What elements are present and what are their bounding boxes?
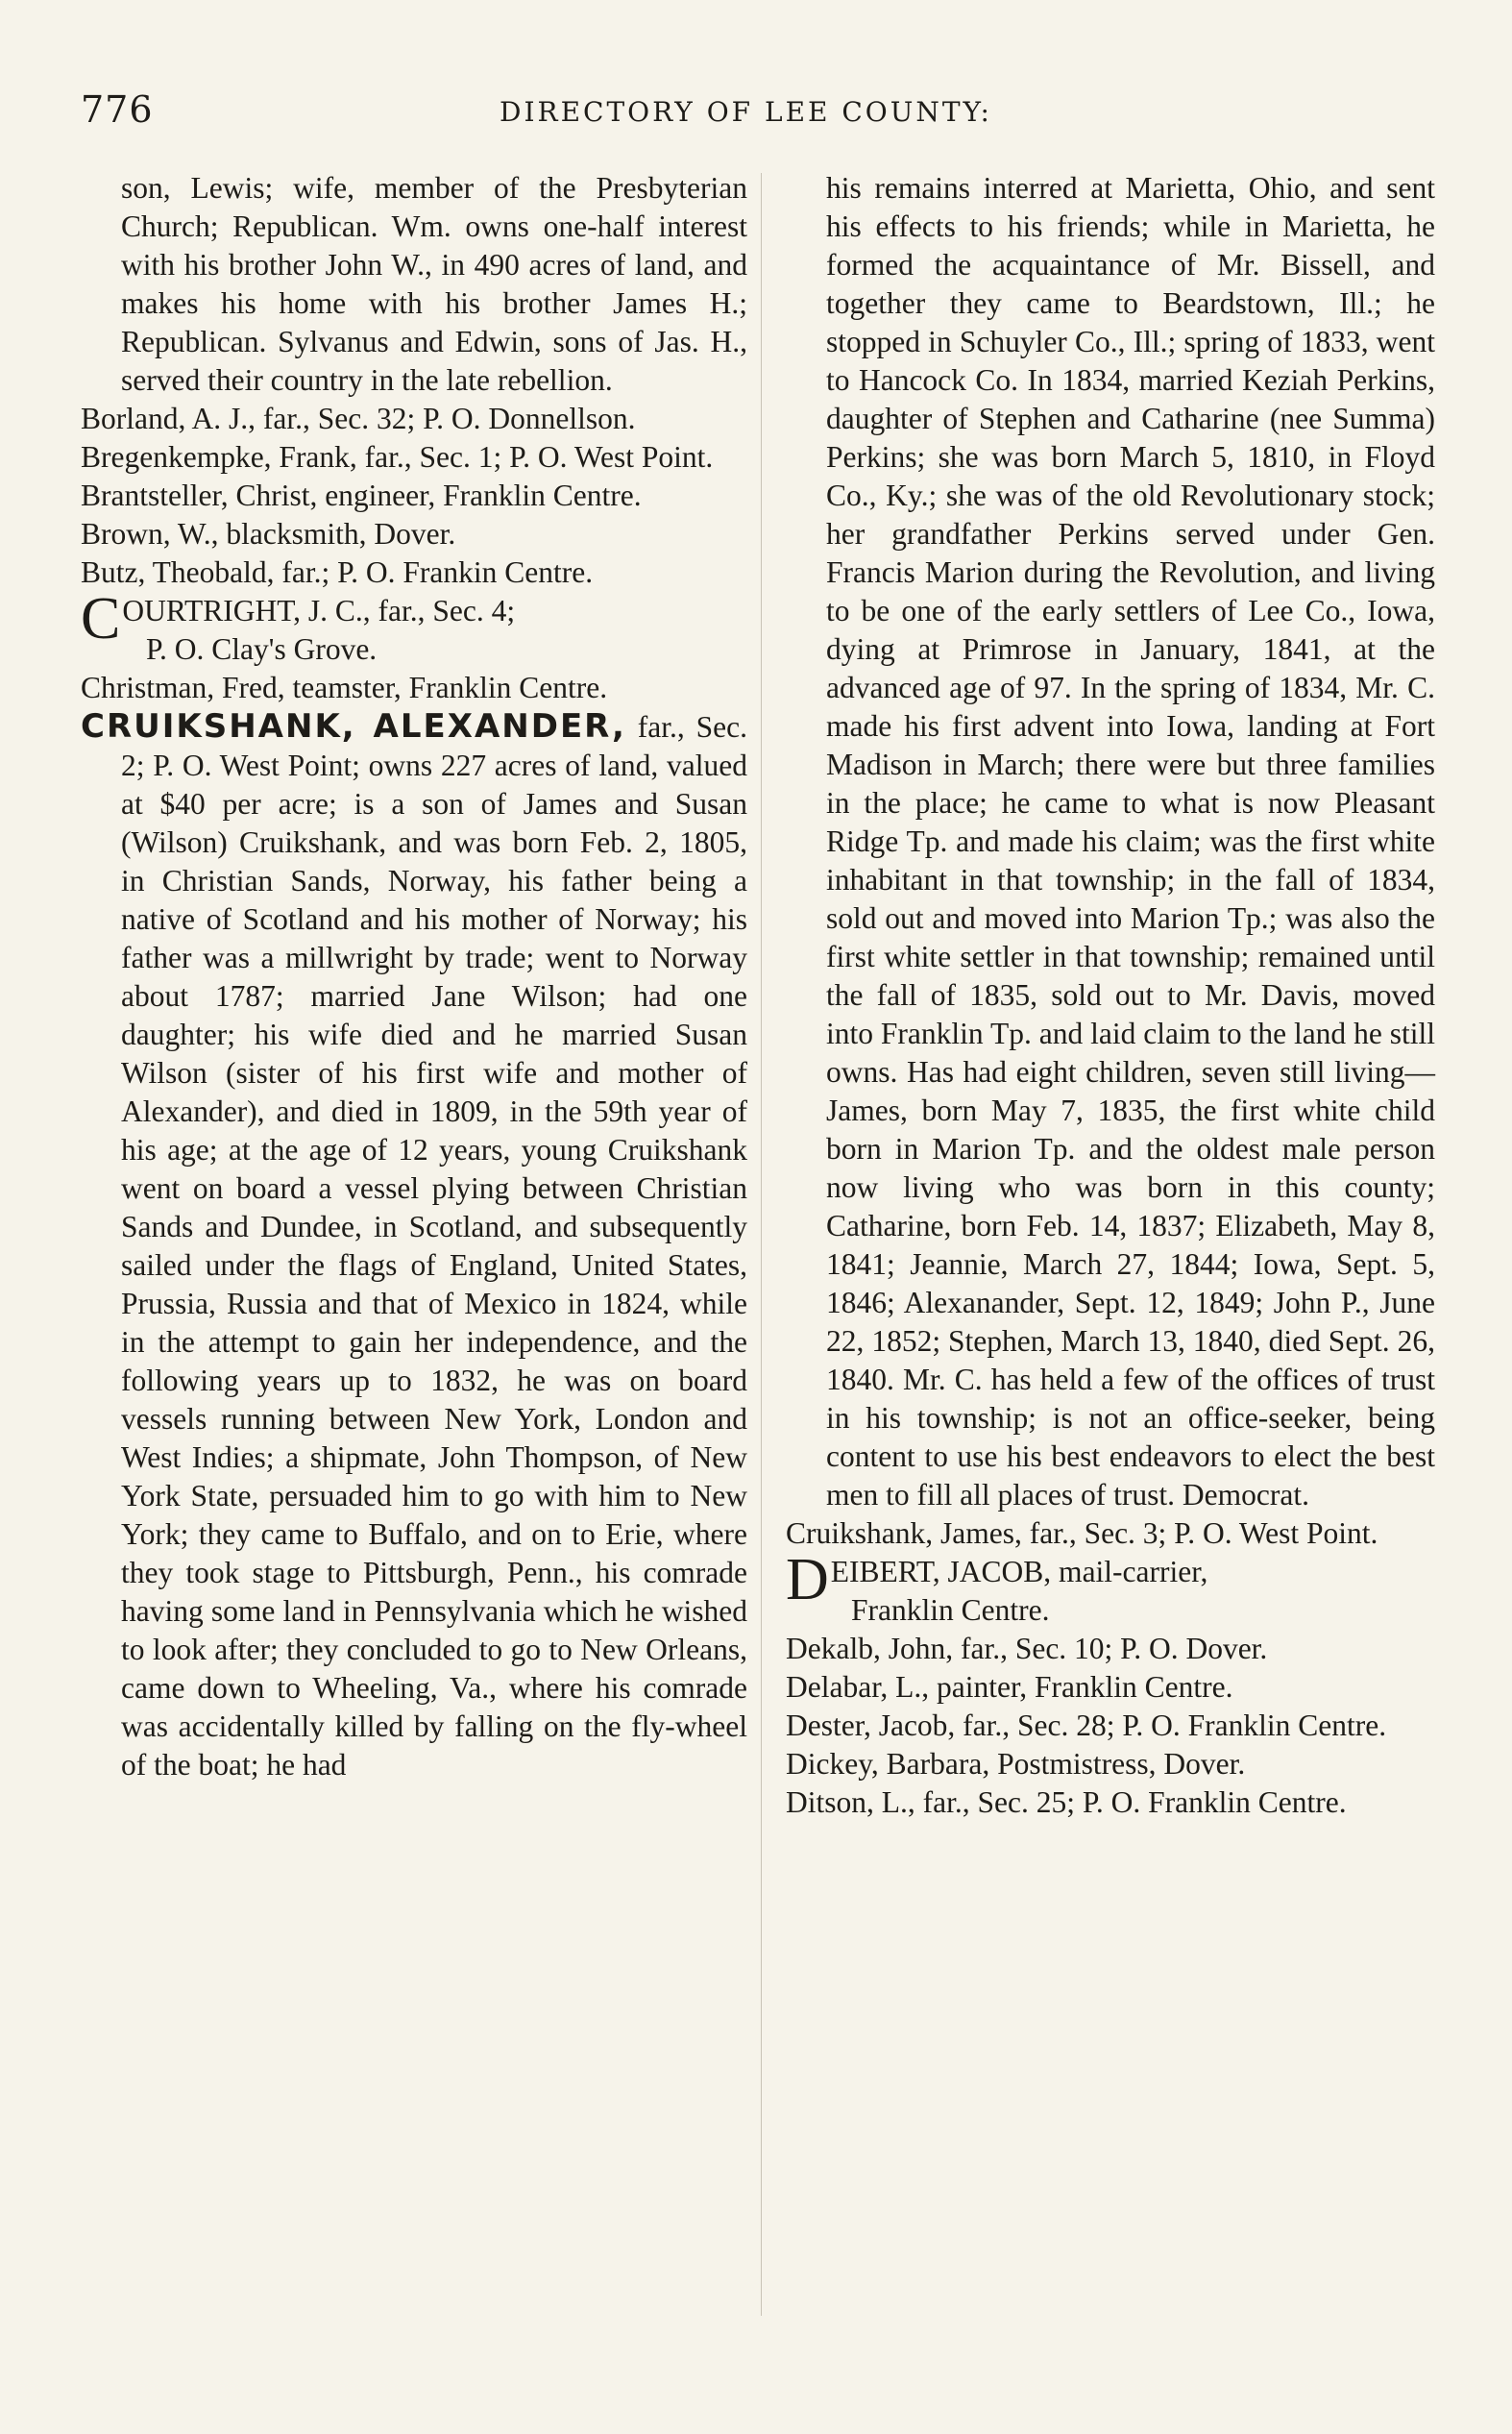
right-column (786, 169, 1435, 1822)
continuation-paragraph: son, Lewis; wife, member of the Presbyterian Church; Republican. Wm. owns one-half interest with his brother John W., in 490 acres of land, and makes his home with his brother James H.; Republican. Sylvanus and Edwin, sons of Jas. H., served their country in the late rebellion. (121, 171, 747, 397)
entry-delabar: Delabar, L., painter, Franklin Centre. (786, 1670, 1233, 1704)
entry-dester: Dester, Jacob, far., Sec. 28; P. O. Franklin Centre. (786, 1709, 1387, 1742)
entry-dekalb: Dekalb, John, far., Sec. 10; P. O. Dover. (786, 1632, 1268, 1665)
entry-brantsteller: Brantsteller, Christ, engineer, Franklin Centre. (81, 479, 642, 512)
deibert-line1: EIBERT, JACOB, mail-carrier, (830, 1555, 1208, 1588)
entry-dickey: Dickey, Barbara, Postmistress, Dover. (786, 1747, 1246, 1781)
entry-bregenkempke: Bregenkempke, Frank, far., Sec. 1; P. O. West Point. (81, 440, 714, 474)
courtright-line2: P. O. Clay's Grove. (146, 632, 378, 666)
running-head: DIRECTORY OF LEE COUNTY: (500, 96, 992, 128)
column-rule (761, 173, 762, 2316)
deibert-line2: Franklin Centre. (851, 1593, 1050, 1627)
page-number: 776 (81, 88, 154, 131)
entry-brown: Brown, W., blacksmith, Dover. (81, 517, 456, 551)
entry-cruikshank-alexander (81, 707, 747, 1784)
cruikshank-name: CRUIKSHANK, ALEXANDER, (81, 707, 626, 746)
entry-borland: Borland, A. J., far., Sec. 32; P. O. Donnellson. (81, 402, 636, 435)
entry-courtright (81, 592, 747, 669)
entry-cruikshank-james: Cruikshank, James, far., Sec. 3; P. O. West Point. (786, 1516, 1378, 1550)
cruikshank-bio-part1: far., Sec. 2; P. O. West Point; owns 227 acres of land, valued at $40 per acre; is a son of James and Susan (Wilson) Cruikshank, and was born Feb. 2, 1805, in Christian Sands, Norway, his father being a native of Scotland and his mother of Norway; his father was a millwright by trade; went to Norway about 1787; married Jane Wilson; had one daughter; his wife died and he married Susan Wilson (sister of his first wife and mother of Alexander), and died in 1809, in the 59th year of his age; at the age of 12 years, young Cruikshank went on board a vessel plying between Christian Sands and Dundee, in Scotland, and subsequently sailed under the flags of England, United States, Prussia, Russia and that of Mexico in 1824, while in the attempt to gain her independence, and the following years up to 1832, he was on board vessels running between New York, London and West Indies; a shipmate, John Thompson, of New York State, persuaded him to go with him to New York; they came to Buffalo, and on to Erie, where they took stage to Pittsburgh, Penn., his comrade having some land in Pennsylvania which he wished to look after; they concluded to go to New Orleans, came down to Wheeling, Va., where his comrade was accidentally killed by falling on the fly-wheel of the boat; he had (121, 710, 747, 1782)
entry-christman: Christman, Fred, teamster, Franklin Centre. (81, 671, 608, 704)
drop-initial-c: C (81, 592, 121, 652)
courtright-line1: OURTRIGHT, J. C., far., Sec. 4; (122, 594, 516, 627)
left-column (81, 169, 747, 1784)
entry-deibert (786, 1553, 1435, 1630)
cruikshank-bio-part2: his remains interred at Marietta, Ohio, and sent his effects to his friends; while in Marietta, he formed the acquaintance of Mr. Bissell, and together they came to Beardstown, Ill.; he stopped in Schuyler Co., Ill.; spring of 1833, went to Hancock Co. In 1834, married Keziah Perkins, daughter of Stephen and Catharine (nee Summa) Perkins; she was born March 5, 1810, in Floyd Co., Ky.; she was of the old Revolutionary stock; her grandfather Perkins served under Gen. Francis Marion during the Revolution, and living to be one of the early settlers of Lee Co., Iowa, dying at Primrose in January, 1841, at the advanced age of 97. In the spring of 1834, Mr. C. made his first advent into Iowa, landing at Fort Madison in March; there were but three families in the place; he came to what is now Pleasant Ridge Tp. and made his claim; was the first white inhabitant in that township; in the fall of 1834, sold out and moved into Marion Tp.; was also the first white settler in that township; remained until the fall of 1835, sold out to Mr. Davis, moved into Franklin Tp. and laid claim to the land he still owns. Has had eight children, seven still living—James, born May 7, 1835, the first white child born in Marion Tp. and the oldest male person now living who was born in this county; Catharine, born Feb. 14, 1837; Elizabeth, May 8, 1841; Jeannie, March 27, 1844; Iowa, Sept. 5, 1846; Alexanander, Sept. 12, 1849; John P., June 22, 1852; Stephen, March 13, 1840, died Sept. 26, 1840. Mr. C. has held a few of the offices of trust in his township; is not an office-seeker, being content to use his best endeavors to elect the best men to fill all places of trust. Democrat. (826, 171, 1435, 1512)
drop-initial-d: D (786, 1553, 829, 1612)
entry-ditson: Ditson, L., far., Sec. 25; P. O. Franklin Centre. (786, 1785, 1347, 1819)
entry-butz: Butz, Theobald, far.; P. O. Frankin Centre. (81, 555, 594, 589)
